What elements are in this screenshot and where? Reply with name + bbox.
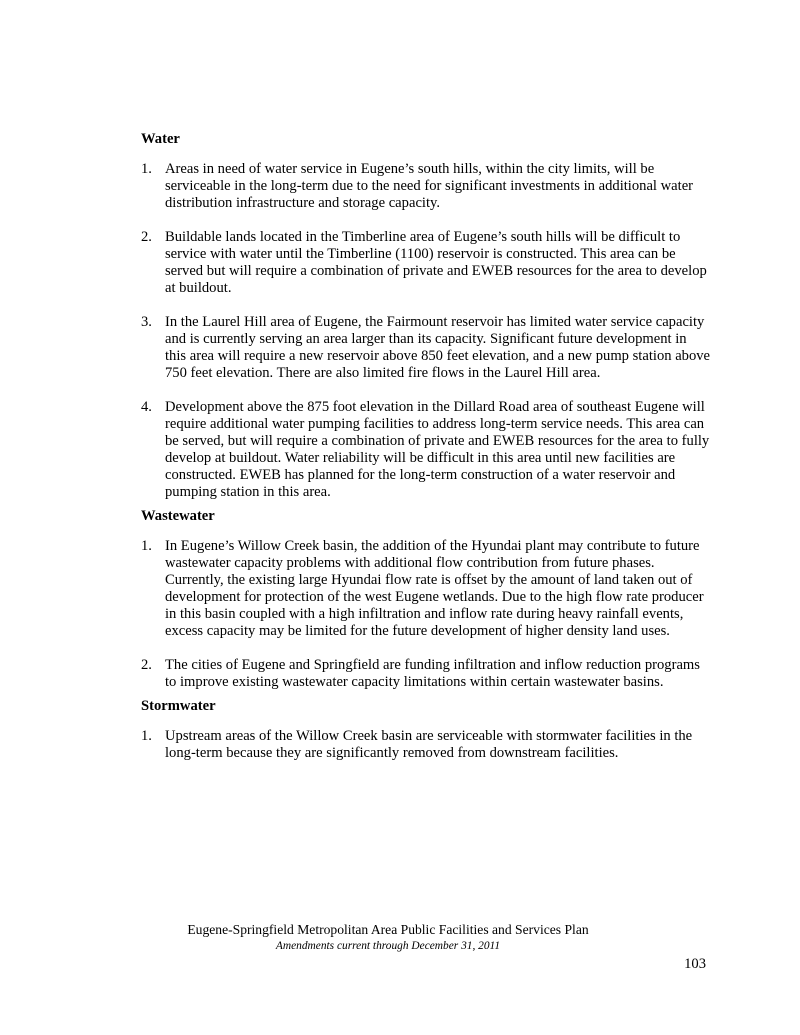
item-text: Upstream areas of the Willow Creek basin are serviceable with stormwater facilities in the long-term because they are significantly removed from downstream facilities. [165, 728, 693, 761]
item-number: 1. [141, 161, 152, 177]
section-heading-wastewater: Wastewater [141, 508, 215, 524]
item-number: 2. [141, 657, 152, 673]
item-text: In Eugene’s Willow Creek basin, the addition of the Hyundai plant may contribute to future wastewater capacity problems with additional flow contribution from future phases. Currently, the existing large Hyundai flow rate is offset by the amount of land taken out of development for protection of the west Eugene wetlands. Due to the high flow rate producer in this basin coupled with a high infiltration and inflow rate during heavy rainfall events, excess capacity may be limited for the future development of higher density land uses. [165, 538, 704, 639]
item-number: 3. [141, 314, 152, 330]
list-item [141, 229, 711, 297]
item-text: Buildable lands located in the Timberline area of Eugene’s south hills will be difficult to service with water until the Timberline (1100) reservoir is constructed. This area can be served but will require a combination of private and EWEB resources for the area to develop at buildout. [165, 229, 707, 296]
item-number: 4. [141, 399, 152, 415]
list-item [141, 399, 711, 501]
item-text: The cities of Eugene and Springfield are funding infiltration and inflow reduction programs to improve existing wastewater capacity limitations within certain wastewater basins. [165, 657, 700, 690]
section-heading-water: Water [141, 131, 180, 147]
item-text: Areas in need of water service in Eugene’s south hills, within the city limits, will be serviceable in the long-term due to the need for significant investments in additional water distribution infrastructure and storage capacity. [165, 161, 694, 211]
item-text: Development above the 875 foot elevation in the Dillard Road area of southeast Eugene will require additional water pumping facilities to address long-term service needs. This area can be served, but will require a combination of private and EWEB resources for the area to fully develop at buildout. Water reliability will be difficult in this area until new facilities are constructed. EWEB has planned for the long-term construction of a water reservoir and pumping station in this area. [165, 399, 710, 500]
item-number: 1. [141, 728, 152, 744]
list-item [141, 538, 711, 640]
section-heading-stormwater: Stormwater [141, 698, 216, 714]
water-list [141, 161, 711, 501]
section-wastewater [141, 508, 711, 691]
main-content [141, 131, 711, 762]
wastewater-list [141, 538, 711, 691]
section-water [141, 131, 711, 501]
stormwater-list [141, 728, 711, 762]
page-number: 103 [684, 956, 706, 972]
item-text: In the Laurel Hill area of Eugene, the Fairmount reservoir has limited water service capacity and is currently serving an area larger than its capacity. Significant future development in this area will require a new reservoir above 850 feet elevation, and a new pump station above 750 feet elevation. There are also limited fire flows in the Laurel Hill area. [165, 314, 711, 381]
item-number: 1. [141, 538, 152, 554]
list-item [141, 728, 711, 762]
section-stormwater [141, 698, 711, 762]
list-item [141, 161, 711, 212]
item-number: 2. [141, 229, 152, 245]
footer-subtitle: Amendments current through December 31, 2011 [275, 940, 501, 952]
footer-title: Eugene-Springfield Metropolitan Area Public Facilities and Services Plan [187, 922, 589, 937]
list-item [141, 657, 711, 691]
list-item [141, 314, 711, 382]
